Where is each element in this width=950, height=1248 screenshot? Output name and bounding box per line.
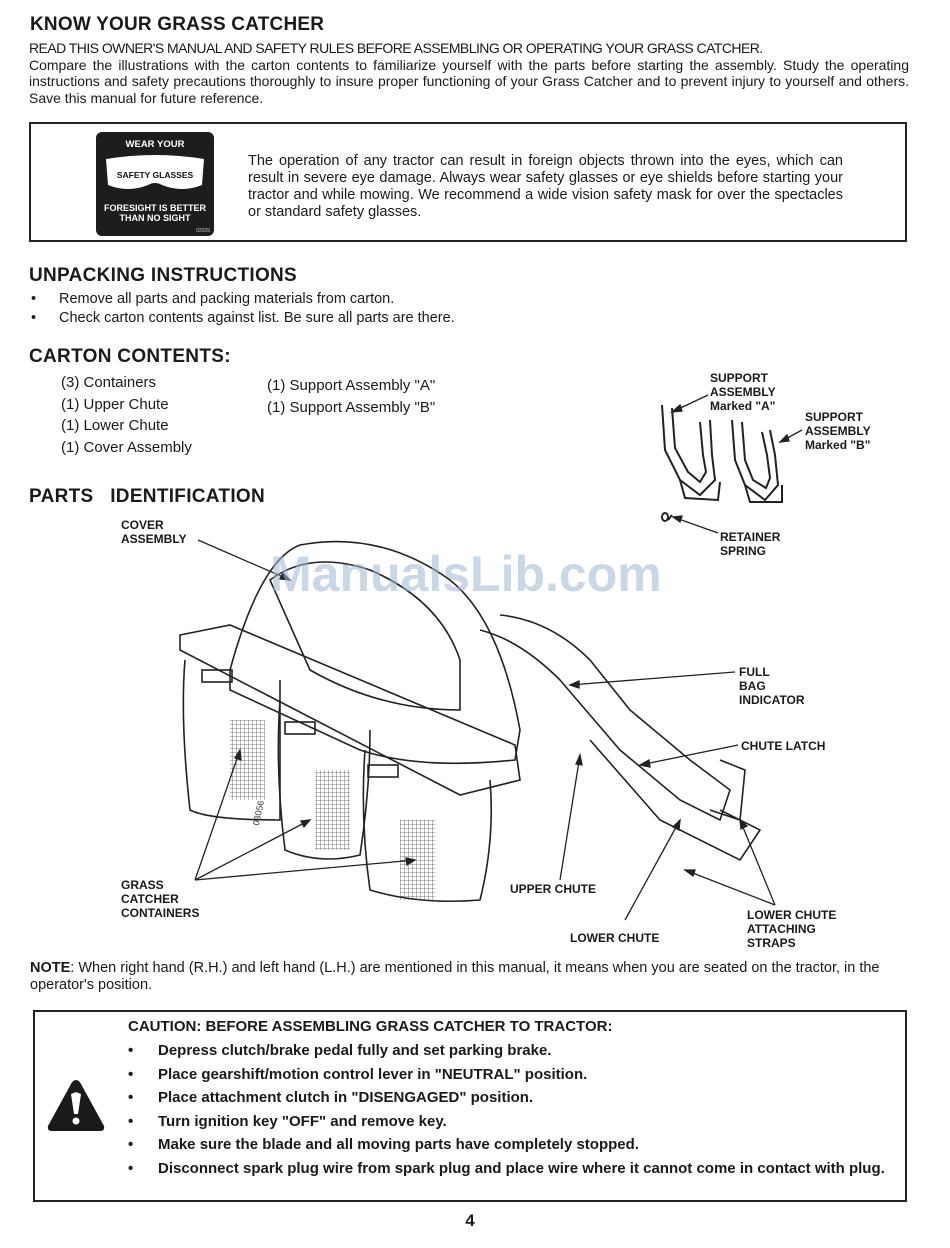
carton-item: (1) Lower Chute (61, 417, 169, 434)
unpacking-item: • Remove all parts and packing materials from carton. (29, 290, 459, 308)
carton-item: (1) Support Assembly "A" (267, 377, 436, 394)
support-a-label (710, 371, 776, 413)
caution-item: • Make sure the blade and all moving parts have completely stopped. (128, 1136, 888, 1154)
badge-middle-text: SAFETY GLASSES (116, 170, 194, 180)
containers-label-line: CATCHER (121, 892, 179, 906)
caution-list (128, 1042, 888, 1182)
warning-triangle-icon (45, 1076, 107, 1134)
straps-label (747, 908, 836, 950)
safety-text: The operation of any tractor can result in foreign objects thrown into the eyes, which can result in severe eye damage. Always wear safety glasses or eye shields before starting your tractor and while mowing. We recommend a wide vision safety mask for over the spectacles or standard safety glasses. (248, 153, 843, 220)
carton-list-2 (267, 375, 435, 418)
straps-label-line: LOWER CHUTE (747, 908, 837, 922)
badge-top-text: WEAR YOUR (125, 139, 185, 150)
carton-item: (1) Upper Chute (61, 395, 169, 413)
page-number: 4 (465, 1211, 475, 1230)
caution-item: • Place attachment clutch in "DISENGAGED" position. (128, 1089, 888, 1107)
containers-label-line: CONTAINERS (121, 906, 200, 920)
full-bag-indicator-label (739, 665, 805, 707)
unpacking-item: • Check carton contents against list. Be sure all parts are there. (29, 310, 459, 327)
full-bag-label-line: BAG (739, 679, 766, 693)
full-bag-label-line: FULL (739, 665, 770, 679)
carton-title: CARTON CONTENTS: (29, 346, 231, 367)
caution-box (33, 1010, 907, 1202)
caution-item: • Disconnect spark plug wire from spark plug and place wire where it cannot come in contact with plug. (128, 1160, 888, 1177)
lower-chute-label: LOWER CHUTE (570, 931, 660, 945)
unpacking-title: UNPACKING INSTRUCTIONS (29, 265, 298, 286)
support-b-label-line: ASSEMBLY (805, 424, 871, 438)
figure-code: 03056 (251, 799, 267, 827)
support-b-label (805, 410, 871, 452)
retainer-spring-label-line: SPRING (720, 544, 767, 558)
badge-bottom-text (96, 203, 214, 223)
badge-code: 02025 (196, 228, 210, 234)
intro-rest: Compare the illustrations with the carton contents to familiarize yourself with the parts before starting the assembly. Study the operating instructions and safety precautions thoroughly to insure proper functioning of your Grass Catcher and to prevent injury to yourself and others. Save this manual for future reference. (29, 56, 909, 106)
containers-label (121, 878, 199, 920)
badge-bottom-line-1: FORESIGHT IS BETTER (103, 203, 206, 213)
intro-line-1: READ THIS OWNER'S MANUAL AND SAFETY RULES BEFORE ASSEMBLING OR OPERATING YOUR GRASS CATCHER. (29, 40, 763, 56)
intro-paragraph (29, 40, 909, 106)
support-b-label-line: SUPPORT (805, 410, 864, 424)
carton-item: (3) Containers (61, 374, 157, 391)
unpacking-list (29, 290, 459, 327)
support-a-label-line: SUPPORT (710, 371, 769, 385)
note-lead: NOTE (30, 960, 71, 976)
note-text: : When right hand (R.H.) and left hand (L.H.) are mentioned in this manual, it means when you are seated on the tractor, in the operator's position. (30, 960, 880, 993)
chute-latch-label: CHUTE LATCH (741, 739, 826, 753)
watermark: ManualsLib.com (270, 546, 662, 602)
containers-label-line: GRASS (121, 878, 164, 892)
page-title: KNOW YOUR GRASS CATCHER (30, 14, 325, 35)
cover-assembly-label-line: ASSEMBLY (121, 532, 187, 546)
caution-item: • Place gearshift/motion control lever in "NEUTRAL" position. (128, 1066, 888, 1084)
caution-item: • Turn ignition key "OFF" and remove key. (128, 1113, 888, 1131)
full-bag-label-line: INDICATOR (739, 693, 805, 707)
support-b-label-line: Marked "B" (805, 438, 871, 452)
caution-title: CAUTION: BEFORE ASSEMBLING GRASS CATCHER TO TRACTOR: (128, 1018, 613, 1035)
support-a-label-line: Marked "A" (710, 399, 776, 413)
upper-chute-label: UPPER CHUTE (510, 882, 597, 896)
safety-glasses-box (29, 122, 907, 242)
cover-assembly-label-line: COVER (121, 518, 164, 532)
badge-bottom-line-2: THAN NO SIGHT (119, 213, 191, 223)
support-a-label-line: ASSEMBLY (710, 385, 776, 399)
note-paragraph (30, 960, 908, 994)
retainer-spring-label-line: RETAINER (720, 530, 781, 544)
straps-label-line: ATTACHING (747, 922, 816, 936)
carton-item: (1) Cover Assembly (61, 438, 192, 456)
cover-assembly-label (121, 518, 187, 546)
straps-label-line: STRAPS (747, 936, 796, 950)
carton-item: (1) Support Assembly "B" (267, 398, 436, 416)
caution-item: • Depress clutch/brake pedal fully and set parking brake. (128, 1042, 888, 1060)
parts-title: PARTS IDENTIFICATION (29, 486, 266, 507)
carton-list-1 (61, 372, 192, 458)
safety-glasses-badge (96, 132, 214, 236)
